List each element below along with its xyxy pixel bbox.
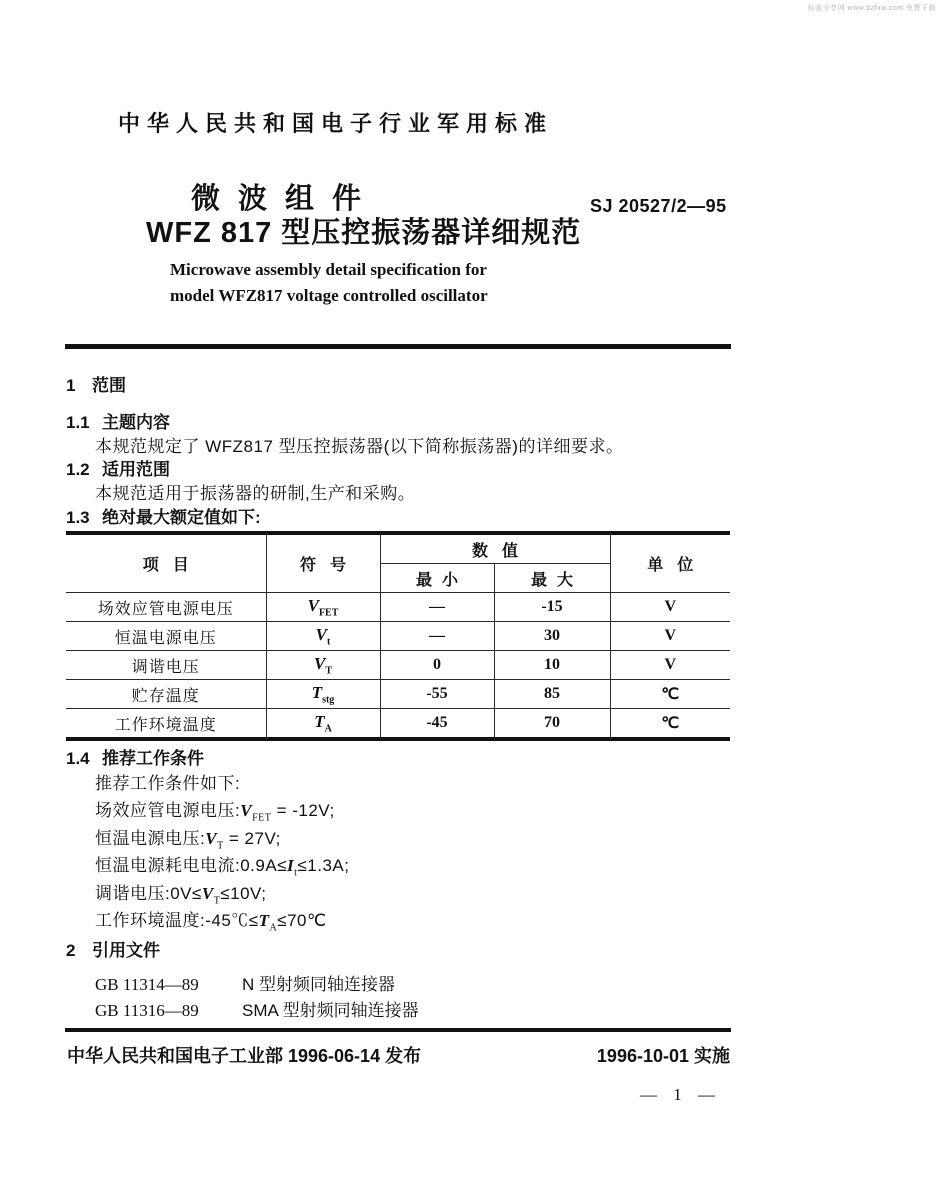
section1-4-number: 1.4 bbox=[66, 749, 90, 768]
title-english bbox=[170, 257, 488, 309]
section1-2-number: 1.2 bbox=[66, 460, 90, 479]
table-row bbox=[66, 622, 730, 651]
section1-1-heading bbox=[66, 408, 170, 433]
row-min: — bbox=[380, 622, 494, 651]
section1-4-heading bbox=[66, 744, 204, 769]
reference-code: GB 11316—89 bbox=[95, 1001, 199, 1020]
section2-heading bbox=[66, 936, 160, 961]
section1-3-heading bbox=[66, 503, 261, 528]
row-unit: ℃ bbox=[610, 709, 730, 740]
row-item: 调谐电压 bbox=[66, 651, 266, 680]
row-max: 85 bbox=[494, 680, 610, 709]
top-divider-rule bbox=[65, 344, 731, 349]
row-symbol: $T_A$ bbox=[314, 711, 332, 735]
table-row bbox=[66, 651, 730, 680]
row-unit: ℃ bbox=[610, 680, 730, 709]
row-item: 恒温电源电压 bbox=[66, 622, 266, 651]
row-max: 10 bbox=[494, 651, 610, 680]
implementation-date: 1996-10-01 实施 bbox=[596, 1046, 730, 1066]
row-unit: V bbox=[610, 593, 730, 622]
column-header-min: 最小 bbox=[380, 564, 494, 593]
section1-4-label: 推荐工作条件 bbox=[102, 749, 204, 768]
condition-line: 恒温电源耗电电流$:0.9A\le I_t\le 1.3A$; bbox=[95, 856, 350, 879]
reference-title: SMA 型射频同轴连接器 bbox=[242, 1001, 419, 1020]
row-item: 场效应管电源电压 bbox=[66, 593, 266, 622]
row-item: 工作环境温度 bbox=[66, 709, 266, 740]
reference-code: GB 11314—89 bbox=[95, 975, 199, 994]
condition-line: 工作环境温度$:-45℃\le T_A\le 70℃$ bbox=[95, 911, 327, 934]
page-number: — 1 — bbox=[640, 1085, 721, 1104]
column-header-unit: 单位 bbox=[610, 533, 730, 593]
section1-label: 范围 bbox=[92, 376, 126, 395]
title-english-line2: model WFZ817 voltage controlled oscillator bbox=[170, 286, 488, 305]
section1-3-number: 1.3 bbox=[66, 508, 90, 527]
row-item: 贮存温度 bbox=[66, 680, 266, 709]
spec-table bbox=[66, 531, 730, 741]
issuing-authority-and-date: 中华人民共和国电子工业部 1996-06-14 发布 bbox=[67, 1046, 422, 1066]
title-english-line1: Microwave assembly detail specification for bbox=[170, 260, 487, 279]
table-row bbox=[66, 593, 730, 622]
section2-number: 2 bbox=[66, 941, 76, 960]
row-symbol: $V_T$ bbox=[313, 653, 332, 677]
row-symbol: $V_t$ bbox=[315, 624, 331, 648]
absolute-maximum-ratings-table bbox=[66, 531, 730, 741]
section2-label: 引用文件 bbox=[92, 941, 160, 960]
table-row bbox=[66, 680, 730, 709]
section1-3-label: 绝对最大额定值如下: bbox=[102, 508, 261, 527]
section1-1-body: 本规范规定了 WFZ817 型压控振荡器(以下简称振荡器)的详细要求。 bbox=[95, 437, 624, 456]
section1-1-label: 主题内容 bbox=[102, 413, 170, 432]
standard-number: SJ 20527/2—95 bbox=[590, 196, 727, 216]
condition-line: 恒温电源电压$:V_T = 27V$; bbox=[95, 829, 281, 852]
condition-line: 调谐电压$:0V\le V_T\le 10V$; bbox=[95, 884, 267, 907]
reference-title: N 型射频同轴连接器 bbox=[242, 975, 395, 994]
section1-heading bbox=[66, 371, 126, 396]
row-max: 70 bbox=[494, 709, 610, 740]
condition-line: 场效应管电源电压$:V_{FET} = -12V$; bbox=[95, 801, 335, 824]
row-min: -55 bbox=[380, 680, 494, 709]
column-header-symbol: 符号 bbox=[266, 533, 380, 593]
section1-1-number: 1.1 bbox=[66, 413, 90, 432]
column-header-max: 最大 bbox=[494, 564, 610, 593]
row-symbol: $T_{stg}$ bbox=[311, 682, 335, 706]
section1-number: 1 bbox=[66, 376, 76, 395]
row-min: 0 bbox=[380, 651, 494, 680]
row-max: 30 bbox=[494, 622, 610, 651]
reference-item bbox=[95, 996, 419, 1021]
title-chinese-line2: WFZ 817 型压控振荡器详细规范 bbox=[146, 217, 582, 249]
section1-2-body: 本规范适用于振荡器的研制,生产和采购。 bbox=[95, 484, 416, 503]
row-unit: V bbox=[610, 622, 730, 651]
table-header-row-1 bbox=[66, 533, 730, 564]
section1-2-label: 适用范围 bbox=[102, 460, 170, 479]
row-max: -15 bbox=[494, 593, 610, 622]
title-chinese-line1: 微波组件 bbox=[190, 183, 379, 215]
column-header-value: 数值 bbox=[380, 533, 610, 564]
conditions-intro: 推荐工作条件如下: bbox=[95, 774, 241, 793]
row-min: -45 bbox=[380, 709, 494, 740]
row-unit: V bbox=[610, 651, 730, 680]
table-row bbox=[66, 709, 730, 740]
reference-item bbox=[95, 970, 395, 995]
column-header-item: 项目 bbox=[142, 557, 203, 574]
standard-category-header: 中华人民共和国电子行业军用标准 bbox=[118, 111, 554, 136]
bottom-divider-rule bbox=[65, 1028, 731, 1032]
row-min: — bbox=[380, 593, 494, 622]
site-watermark: 标准分享网 www.bzfxw.com 免费下载 bbox=[807, 5, 936, 12]
section1-2-heading bbox=[66, 455, 170, 480]
row-symbol: $V_{FET}$ bbox=[307, 595, 339, 619]
